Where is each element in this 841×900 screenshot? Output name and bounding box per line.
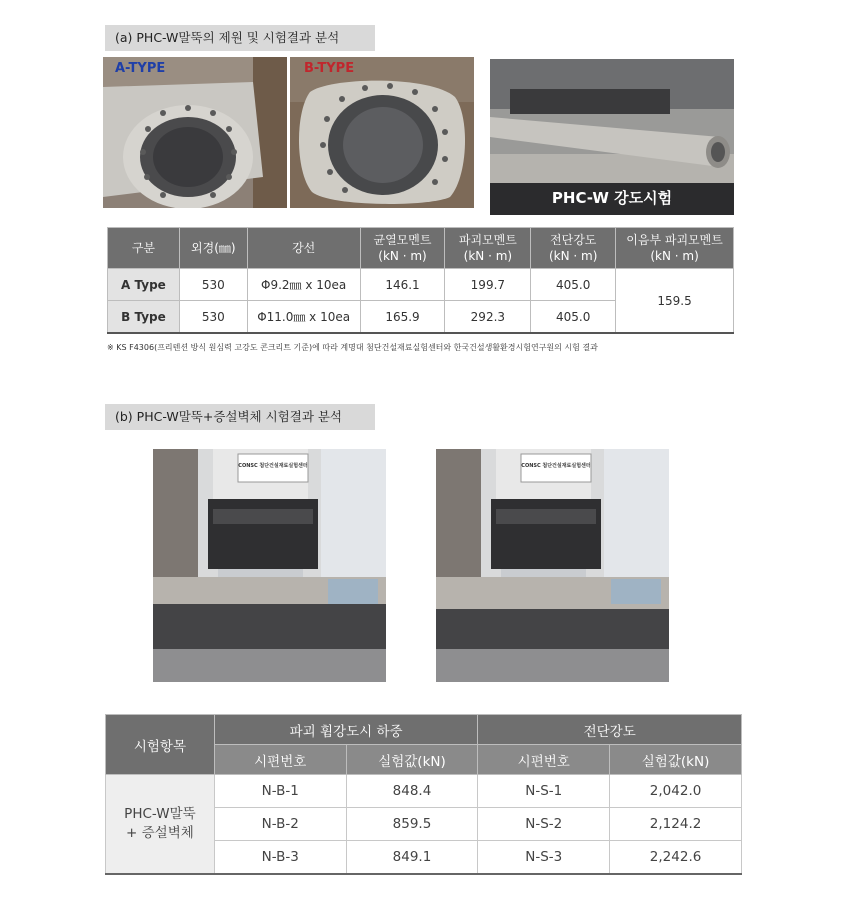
header-crack-moment: 균열모멘트 (kN · m): [360, 228, 445, 269]
cell-failure-moment: 199.7: [445, 269, 531, 301]
cell-b-specimen: N-B-1: [214, 775, 346, 808]
cell-joint-failure-moment: 159.5: [616, 269, 734, 334]
pile-spec-table: [107, 227, 734, 334]
b-type-tag: B-TYPE: [304, 61, 355, 76]
a-type-pile-photo: [103, 57, 287, 208]
row-type: A Type: [108, 269, 180, 301]
b-type-pile-photo: [290, 57, 474, 208]
cell-s-specimen: N-S-3: [478, 841, 610, 875]
cell-strand: Φ11.0㎜ x 10ea: [247, 301, 360, 334]
header-flexural-load: 파괴 휨강도시 하중: [214, 715, 478, 745]
row-label-line-2: + 증설벽체: [126, 825, 194, 841]
cell-s-specimen: N-S-1: [478, 775, 610, 808]
cell-b-specimen: N-B-3: [214, 841, 346, 875]
section-a-label: (a) PHC-W말뚝의 제원 및 시험결과 분석: [105, 25, 375, 51]
cell-s-specimen: N-S-2: [478, 808, 610, 841]
header-strand: 강선: [247, 228, 360, 269]
strength-test-photo: [490, 59, 734, 215]
cell-diameter: 530: [179, 269, 247, 301]
cell-b-value: 859.5: [346, 808, 478, 841]
header-type: 구분: [108, 228, 180, 269]
cell-shear-strength: 405.0: [531, 269, 616, 301]
header-specimen-id: 시편번호: [478, 745, 610, 775]
header-test-item: 시험항목: [106, 715, 215, 775]
cell-crack-moment: 146.1: [360, 269, 445, 301]
cell-s-value: 2,042.0: [610, 775, 742, 808]
cell-s-value: 2,242.6: [610, 841, 742, 875]
cell-shear-strength: 405.0: [531, 301, 616, 334]
header-specimen-id: 시편번호: [214, 745, 346, 775]
row-type: B Type: [108, 301, 180, 334]
test-photo-caption: PHC-W 강도시험: [551, 189, 673, 207]
header-test-value: 실험값(kN): [610, 745, 742, 775]
table-row: [108, 269, 734, 301]
wall-test-results-table: [105, 714, 742, 875]
cell-b-specimen: N-B-2: [214, 808, 346, 841]
lab-sign-text: CONSC 첨단건설재료실험센터: [521, 463, 591, 469]
cell-crack-moment: 165.9: [360, 301, 445, 334]
header-joint-failure-moment: 이음부 파괴모멘트 (kN · m): [616, 228, 734, 269]
cell-b-value: 849.1: [346, 841, 478, 875]
cell-strand: Φ9.2㎜ x 10ea: [247, 269, 360, 301]
lab-sign-text: CONSC 첨단건설재료실험센터: [238, 463, 308, 469]
cell-s-value: 2,124.2: [610, 808, 742, 841]
header-shear-strength: 전단강도: [478, 715, 742, 745]
cell-diameter: 530: [179, 301, 247, 334]
section-b-label: (b) PHC-W말뚝+증설벽체 시험결과 분석: [105, 404, 375, 430]
wall-test-photo-2: [436, 449, 669, 682]
row-label-pile-wall: [106, 775, 215, 875]
table-footnote: ※ KS F4306(프리텐션 방식 원심력 고강도 콘크리트 기준)에 따라 계명대 첨단건설재료실험센터와 한국건설생활환경시험연구원의 시험 결과: [107, 343, 598, 352]
a-type-tag: A-TYPE: [115, 61, 166, 76]
table-row: [106, 775, 742, 808]
cell-failure-moment: 292.3: [445, 301, 531, 334]
header-test-value: 실험값(kN): [346, 745, 478, 775]
wall-test-photo-1: [153, 449, 386, 682]
row-label-line-1: PHC-W말뚝: [124, 806, 196, 822]
header-shear-strength: 전단강도 (kN · m): [531, 228, 616, 269]
cell-b-value: 848.4: [346, 775, 478, 808]
header-diameter: 외경(㎜): [179, 228, 247, 269]
header-failure-moment: 파괴모멘트 (kN · m): [445, 228, 531, 269]
